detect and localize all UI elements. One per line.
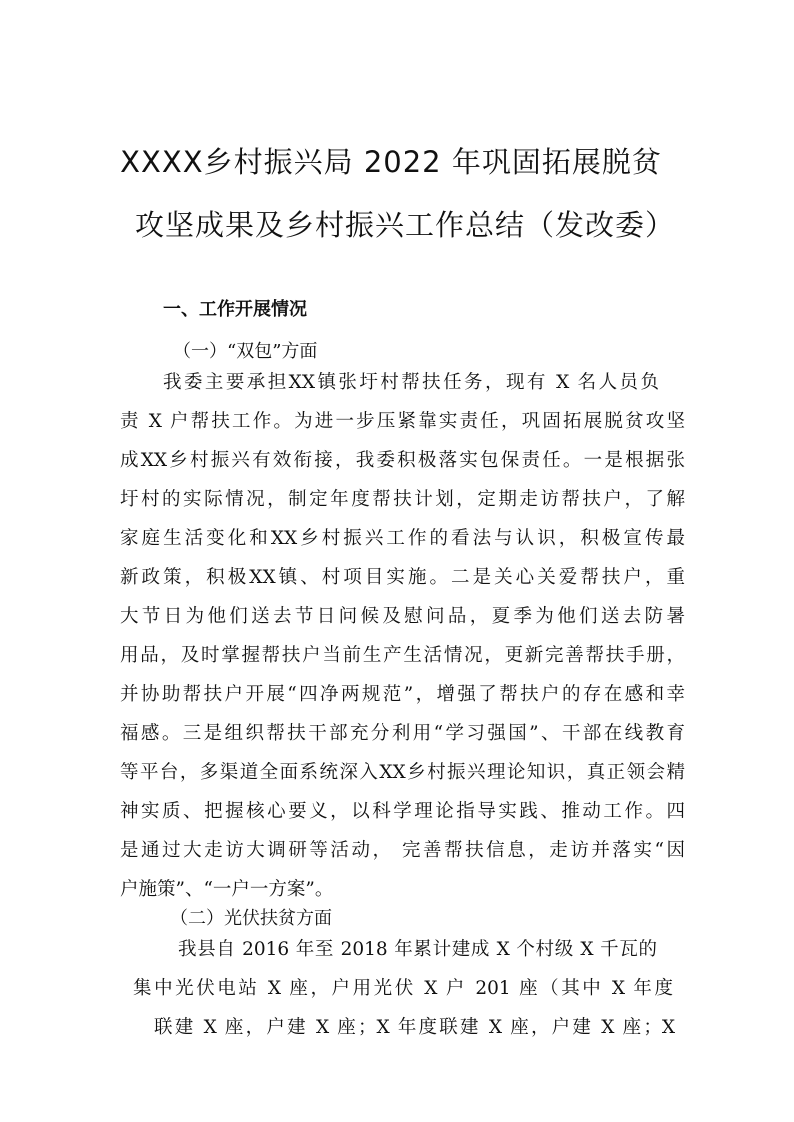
subsection-heading-double-package: （一）“双包”方面 [173,341,318,362]
paragraph-line: 用品，及时掌握帮扶户当前生产生活情况，更新完善帮扶手册， [120,645,685,666]
document-title-line-1: XXXX乡村振兴局 2022 年巩固拓展脱贫 [120,145,662,179]
paragraph-line: 联建 X 座，户建 X 座；X 年度联建 X 座，户建 X 座；X [154,1017,675,1038]
paragraph-line: 成XX乡村振兴有效衔接，我委积极落实包保责任。一是根据张 [120,450,685,471]
paragraph-line: 是通过大走访大调研等活动， 完善帮扶信息，走访并落实“因 [120,840,685,861]
section-heading-work-progress: 一、工作开展情况 [163,299,307,320]
document-title-line-2: 攻坚成果及乡村振兴工作总结（发改委） [134,208,675,242]
paragraph-line: 大节日为他们送去节日问候及慰问品，夏季为他们送去防暑 [120,606,685,627]
subsection-heading-photovoltaic: （二）光伏扶贫方面 [170,908,332,929]
paragraph-line: 我委主要承担XX镇张圩村帮扶任务，现有 X 名人员负 [163,372,659,393]
paragraph-line: 家庭生活变化和XX乡村振兴工作的看法与认识，积极宣传最 [120,528,685,549]
paragraph-line: 责 X 户帮扶工作。为进一步压紧靠实责任，巩固拓展脱贫攻坚 [120,411,685,432]
paragraph-line: 圩村的实际情况，制定年度帮扶计划，定期走访帮扶户，了解 [120,489,685,510]
paragraph-line: 并协助帮扶户开展“四净两规范”，增强了帮扶户的存在感和幸 [120,684,685,705]
paragraph-line: 神实质、把握核心要义，以科学理论指导实践、推动工作。四 [120,801,685,822]
paragraph-line: 等平台，多渠道全面系统深入XX乡村振兴理论知识，真正领会精 [120,762,685,783]
paragraph-line: 福感。三是组织帮扶干部充分利用“学习强国”、干部在线教育 [120,723,685,744]
paragraph-line: 我县自 2016 年至 2018 年累计建成 X 个村级 X 千瓦的 [178,939,657,960]
paragraph-line: 户施策”、“一户一方案”。 [120,879,334,900]
paragraph-line: 集中光伏电站 X 座，户用光伏 X 户 201 座（其中 X 年度 [133,978,673,999]
paragraph-line: 新政策，积极XX镇、村项目实施。二是关心关爱帮扶户，重 [120,567,685,588]
